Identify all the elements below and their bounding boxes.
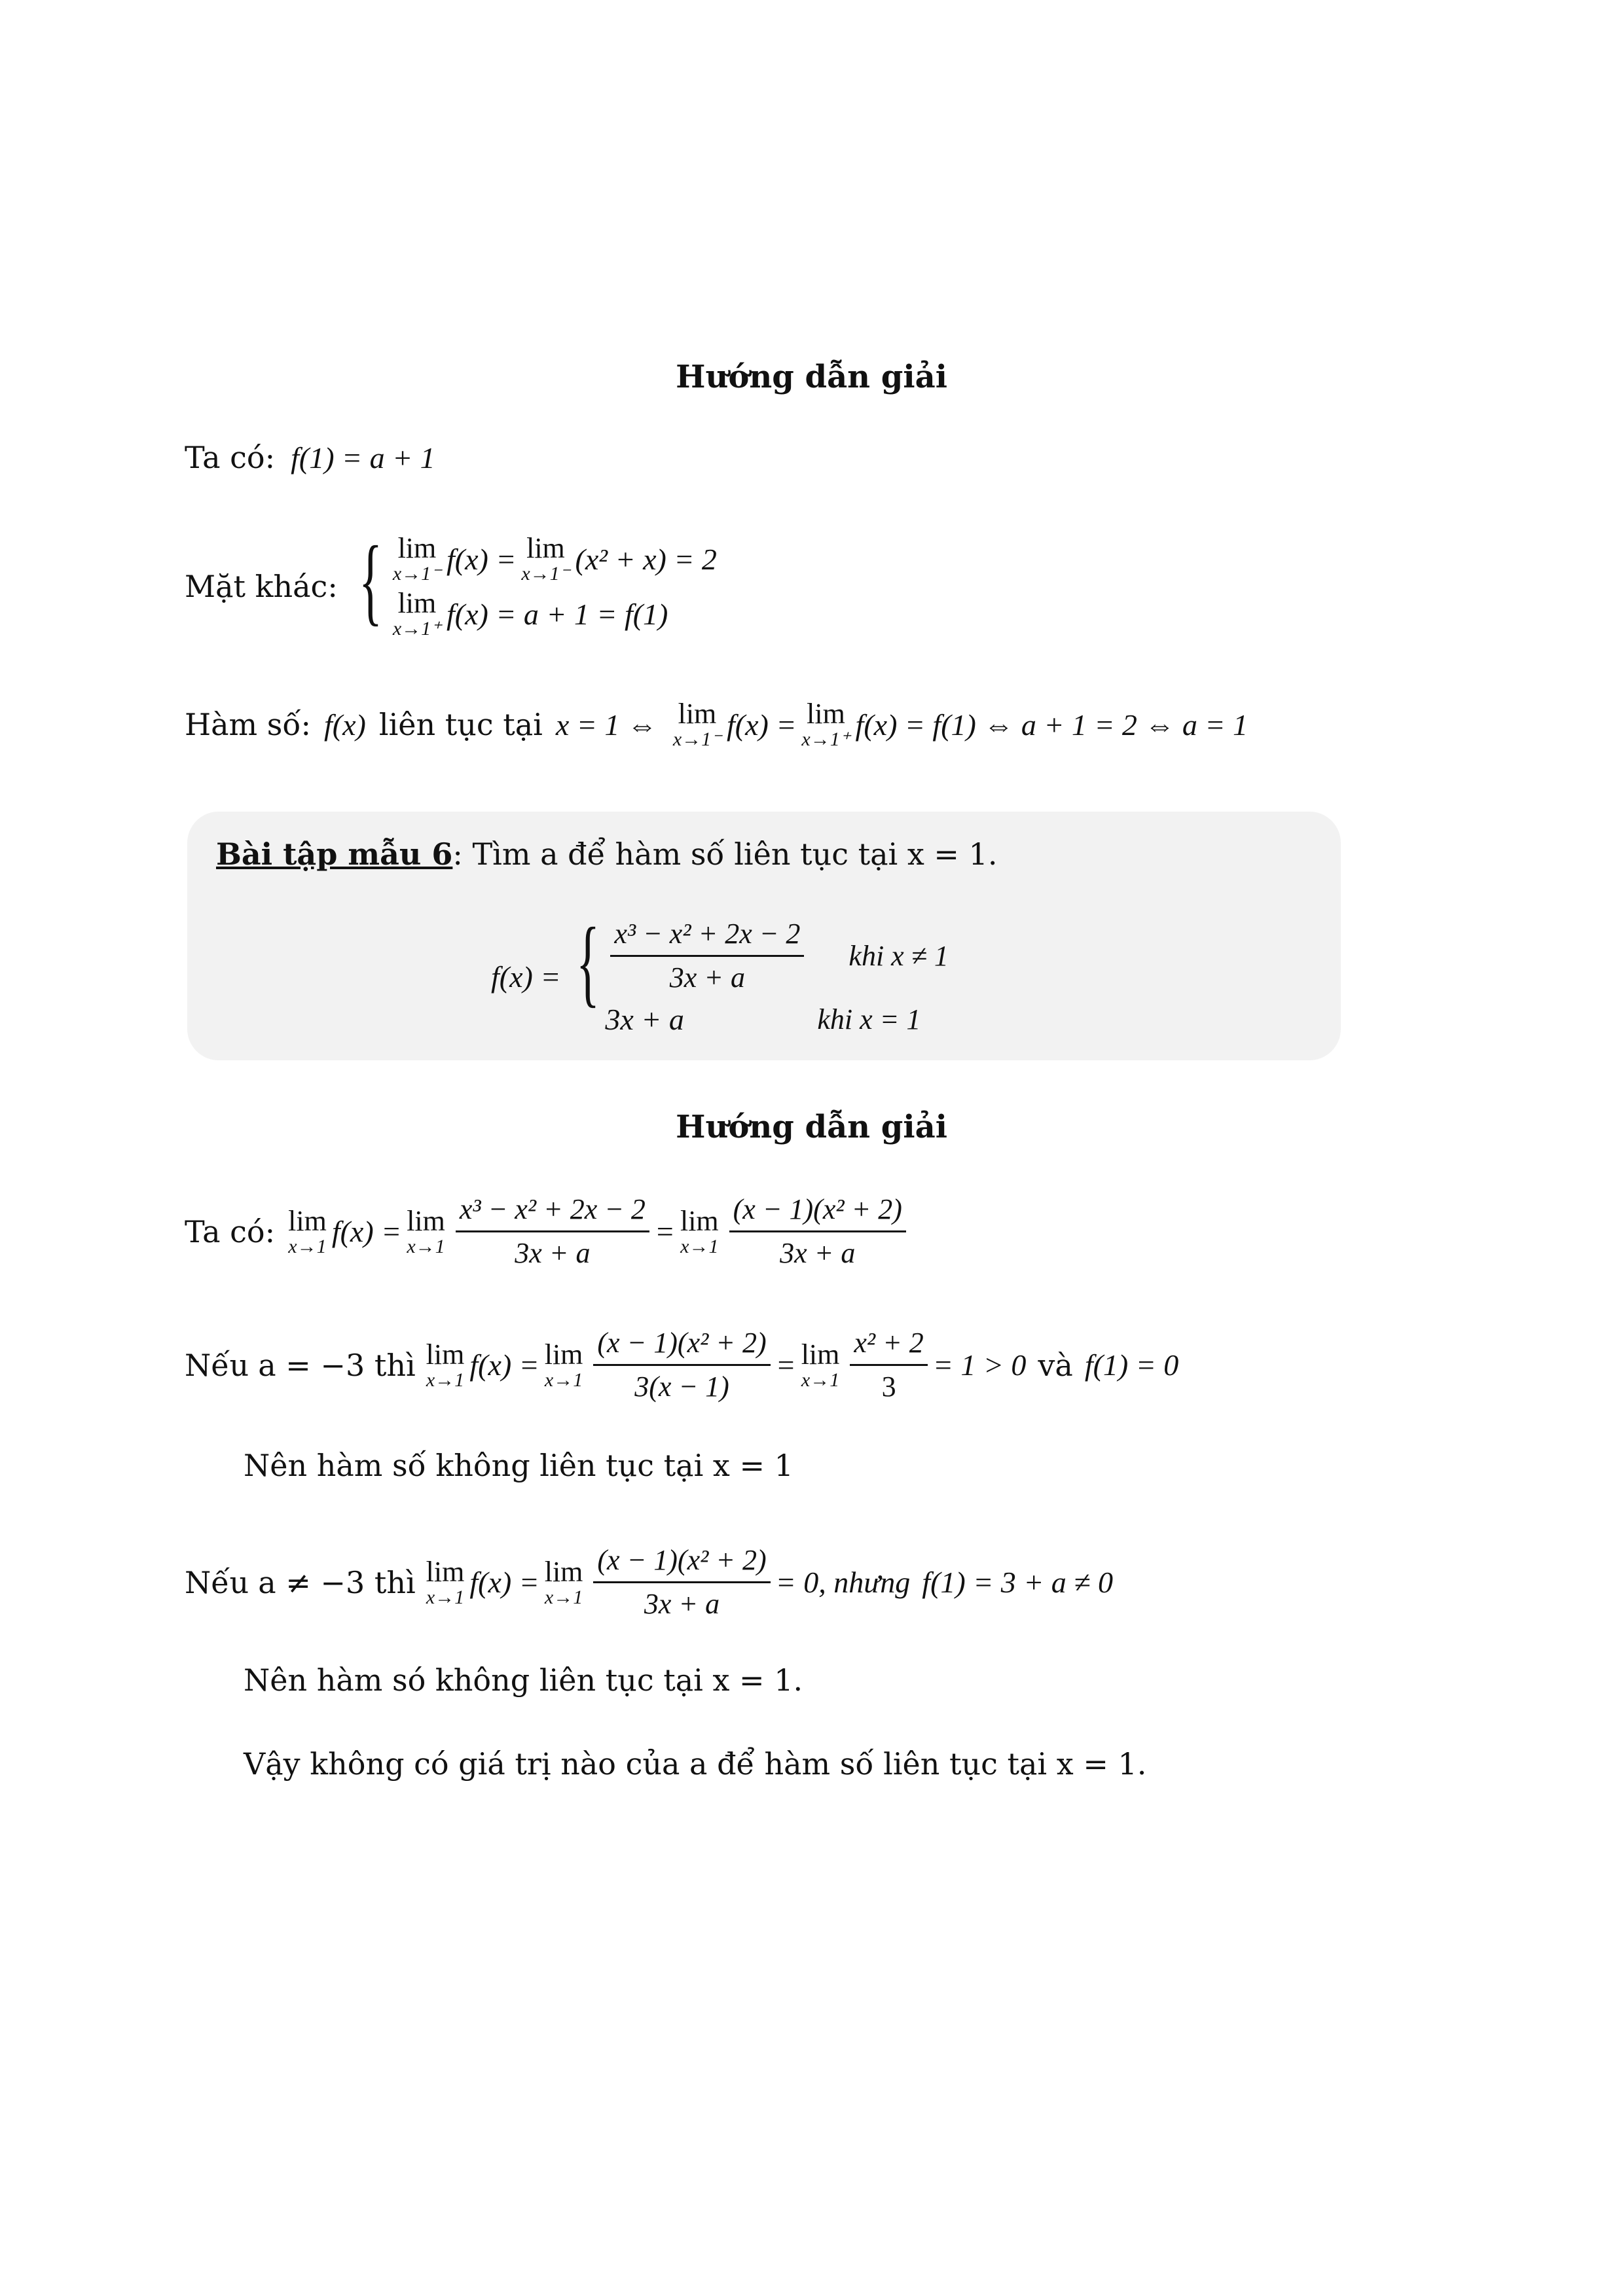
expr: = 1 > 0 <box>932 1348 1027 1382</box>
expr: f(x) = <box>469 1566 539 1599</box>
fx: f(x) <box>324 708 366 742</box>
label: Nếu <box>185 1564 249 1600</box>
sol-conclusion-2 <box>244 1662 803 1698</box>
exercise-prompt: : Tìm a để hàm số liên tục tại x = 1. <box>452 836 998 872</box>
limit: lim x→1 <box>680 1204 719 1257</box>
system-row-2 <box>388 586 717 641</box>
limit: lim x→1 <box>544 1555 583 1608</box>
left-brace: { <box>358 526 382 635</box>
limit: lim x→1⁻ <box>672 698 722 750</box>
limit: lim x→1 <box>544 1338 583 1391</box>
limit: lim x→1 <box>407 1204 445 1257</box>
text: Nên hàm só không liên tục tại x = 1. <box>244 1662 803 1698</box>
case-1-condition: khi x ≠ 1 <box>848 939 949 972</box>
sol-final <box>244 1746 1146 1782</box>
line-mat-khac <box>185 526 717 641</box>
fraction: $\frac{\text{(x − 1)(x² + 2)}}{3x + a}$ <box>729 1193 906 1270</box>
fraction: $\frac{\text{(x − 1)(x² + 2)}}{3(x - 1)}$ <box>593 1326 770 1404</box>
case-2-condition: khi x = 1 <box>817 1003 921 1035</box>
expr: f(x) = a + 1 = f(1) <box>446 597 668 631</box>
conjunction: và <box>1038 1347 1073 1383</box>
expr: f(1) = 0 <box>1084 1348 1179 1382</box>
fraction: $\frac{\text{x² + 2}}{3}$ <box>850 1326 927 1404</box>
text: liên tục tại <box>378 707 543 742</box>
limit: lim x→1 <box>801 1338 840 1391</box>
exercise-title: Bài tập mẫu 6 <box>216 836 453 872</box>
label: Mặt khác: <box>185 569 338 604</box>
label: Nếu <box>185 1347 249 1383</box>
exercise-title-line <box>216 836 997 872</box>
limit-system <box>347 526 717 641</box>
label: Hàm số: <box>185 707 312 742</box>
equals: = <box>775 1348 796 1382</box>
expr: f(1) = 3 + a ≠ 0 <box>922 1566 1114 1599</box>
equals: = <box>654 1215 675 1248</box>
piecewise-rows <box>605 913 948 1040</box>
limit: lim x→1 <box>288 1204 327 1257</box>
expr: = 0, nhưng <box>775 1566 911 1599</box>
limit: lim x→1⁺ <box>392 587 441 639</box>
limit: lim x→1 <box>426 1555 465 1608</box>
condition: a = −3 thì <box>258 1347 416 1383</box>
exercise-function <box>491 908 949 1040</box>
section-heading-1: Hướng dẫn giải <box>676 359 947 395</box>
limit: lim x→1⁺ <box>801 698 850 750</box>
piecewise <box>564 908 949 1040</box>
limit: lim x→1⁻ <box>521 532 570 584</box>
expr: f(x) = <box>446 542 517 576</box>
fx: f(x) = <box>491 960 561 994</box>
case-1 <box>605 913 948 998</box>
system-rows <box>388 531 717 641</box>
expr: f(x) = <box>727 708 797 742</box>
expr: (x² + x) = 2 <box>575 542 717 576</box>
label: Ta có: <box>185 1213 276 1249</box>
case-2 <box>605 998 948 1040</box>
expr: f(x) = f(1) ⇔ a + 1 = 2 ⇔ a = 1 <box>855 708 1248 742</box>
section-heading-2: Hướng dẫn giải <box>676 1109 947 1145</box>
sol-case-a-neq-minus3 <box>185 1543 1113 1621</box>
sol-case-a-eq-minus3 <box>185 1326 1178 1404</box>
cond: x = 1 ⇔ <box>555 708 657 742</box>
fraction: $\frac{\text{x³ − x² + 2x − 2}}{3x + a}$ <box>610 917 804 995</box>
fraction: $\frac{\text{x³ − x² + 2x − 2}}{3x + a}$ <box>456 1193 649 1270</box>
limit: lim x→1 <box>426 1338 465 1391</box>
label: Ta có: <box>185 440 276 475</box>
condition: a ≠ −3 thì <box>258 1564 416 1600</box>
limit: lim x→1⁻ <box>392 532 441 584</box>
expr: f(1) = a + 1 <box>291 440 435 475</box>
system-row-1 <box>388 531 717 586</box>
case-2-expr: 3x + a <box>605 1002 684 1036</box>
text: Vậy không có giá trị nào của a để hàm số liên tục tại x = 1. <box>244 1746 1147 1782</box>
left-brace: { <box>576 908 600 1016</box>
expr: f(x) = <box>331 1215 402 1248</box>
expr: f(x) = <box>469 1348 539 1382</box>
line-ham-so <box>185 699 1248 750</box>
sol-conclusion-1 <box>244 1448 793 1483</box>
fraction: $\frac{\text{(x − 1)(x² + 2)}}{3x + a}$ <box>593 1543 770 1621</box>
text: Nên hàm số không liên tục tại x = 1 <box>244 1448 793 1483</box>
sol-ta-co <box>185 1193 911 1270</box>
line-ta-co <box>185 440 435 475</box>
